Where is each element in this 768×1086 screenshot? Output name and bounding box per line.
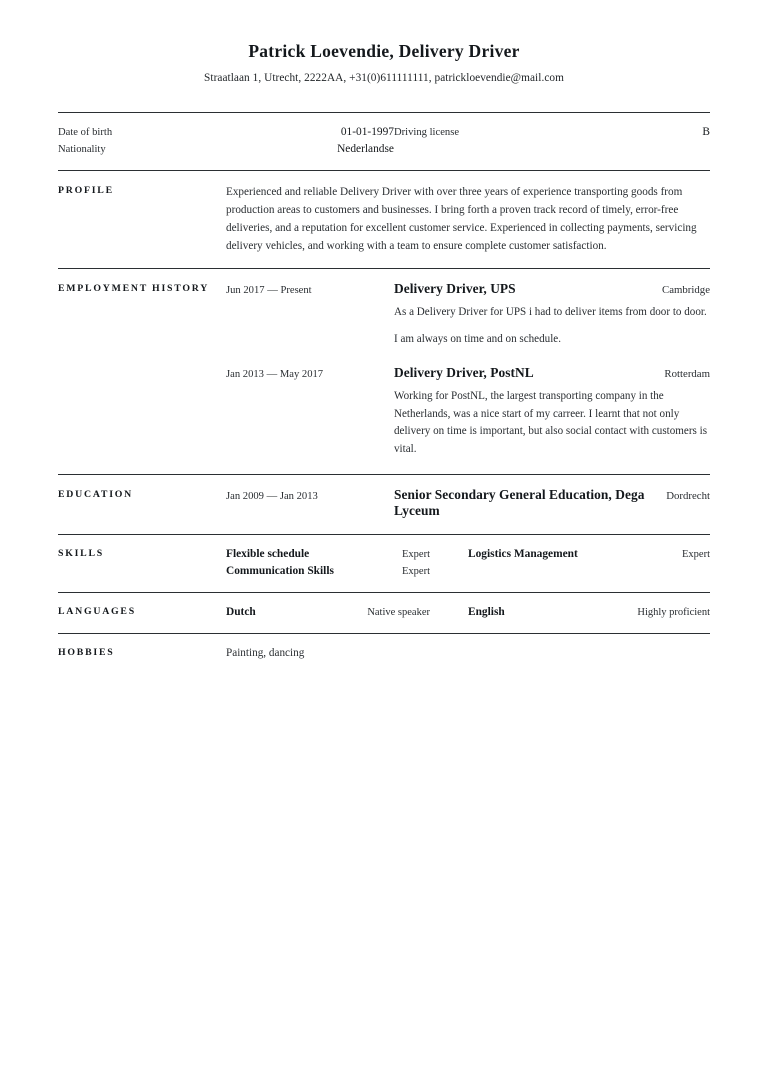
pair-item xyxy=(226,563,468,580)
languages-grid xyxy=(226,604,710,621)
entry-title: Delivery Driver, PostNL xyxy=(394,364,534,380)
profile-section xyxy=(58,171,710,269)
pair-item xyxy=(226,604,468,621)
section-heading-education: EDUCATION xyxy=(58,488,134,500)
education-entries xyxy=(226,487,710,519)
pair-level: Highly proficient xyxy=(637,607,710,619)
detail-label: Driving license xyxy=(394,127,460,139)
pair-name: Dutch xyxy=(226,606,256,619)
entry-head xyxy=(226,365,710,381)
entry-date: Jan 2009 — Jan 2013 xyxy=(226,490,318,502)
detail-row xyxy=(58,124,710,141)
detail-cell-driving-license xyxy=(394,126,710,138)
entry xyxy=(226,487,710,519)
pair-name: Flexible schedule xyxy=(226,548,310,561)
entry-description xyxy=(394,388,710,459)
entry-description xyxy=(394,304,710,349)
detail-value: 01-01-1997 xyxy=(340,126,394,139)
page-title: Patrick Loevendie, Delivery Driver xyxy=(248,41,520,61)
entry-head xyxy=(226,281,710,297)
detail-label: Nationality xyxy=(58,144,106,156)
detail-label: Date of birth xyxy=(58,127,113,139)
detail-value: Nederlandse xyxy=(337,143,394,156)
entry xyxy=(226,365,710,459)
employment-history-section xyxy=(58,269,710,474)
employment-entries xyxy=(226,281,710,459)
detail-row xyxy=(58,141,710,158)
entry-paragraph: I am always on time and on schedule. xyxy=(394,333,561,346)
pair-level: Native speaker xyxy=(367,607,430,619)
pair-name: Logistics Management xyxy=(468,548,578,561)
entry-main xyxy=(394,281,710,297)
entry-location: Rotterdam xyxy=(664,367,710,380)
pair-level: Expert xyxy=(402,566,430,578)
entry-location: Dordrecht xyxy=(666,489,710,502)
languages-section xyxy=(58,593,710,633)
entry-main xyxy=(394,365,710,381)
hobbies-section xyxy=(58,634,710,675)
profile-body xyxy=(226,183,710,256)
section-heading-skills: SKILLS xyxy=(58,547,104,559)
pair-level: Expert xyxy=(682,549,710,561)
pair-item xyxy=(468,546,710,563)
personal-details-section xyxy=(58,113,710,170)
entry-paragraph: Working for PostNL, the largest transporting company in the Netherlands, was a nice start of my carreer. I learnt that not only delivery on time is important, but also social contact with customers is vital. xyxy=(394,389,708,456)
skills-section xyxy=(58,535,710,592)
entry-paragraph: As a Delivery Driver for UPS i had to deliver items from door to door. xyxy=(394,306,707,319)
pair-level: Expert xyxy=(402,549,430,561)
skills-body xyxy=(226,546,710,580)
education-body xyxy=(226,487,710,521)
entry-title: Delivery Driver, UPS xyxy=(394,281,516,297)
hobbies-body xyxy=(226,645,710,663)
resume-header xyxy=(58,0,710,84)
entry-location: Cambridge xyxy=(662,284,710,297)
pair-item xyxy=(226,546,468,563)
detail-cell-date-of-birth xyxy=(58,126,394,138)
pair-name: English xyxy=(468,606,505,619)
education-section xyxy=(58,475,710,534)
pair-item xyxy=(468,604,710,621)
detail-value: B xyxy=(702,126,710,139)
skills-grid xyxy=(226,546,710,580)
section-heading-languages: LANGUAGES xyxy=(58,605,136,617)
section-heading-hobbies: HOBBIES xyxy=(58,646,115,658)
entry-date: Jun 2017 — Present xyxy=(226,285,312,297)
entry-title: Senior Secondary General Education, Dega Lyceum xyxy=(394,486,645,518)
entry-head xyxy=(226,487,710,519)
section-heading-employment-history: EMPLOYMENT HISTORY xyxy=(58,283,210,295)
contact-line: Straatlaan 1, Utrecht, 2222AA, +31(0)611111111, patrickloevendie@mail.com xyxy=(204,71,564,84)
section-heading-profile: PROFILE xyxy=(58,184,114,196)
entry-main xyxy=(394,487,710,519)
employment-body xyxy=(226,281,710,461)
pair-name: Communication Skills xyxy=(226,565,334,578)
profile-text: Experienced and reliable Delivery Driver with over three years of experience transporting goods from production areas to customers and businesses. I bring forth a proven track record of timely, error-free deliveries, and a reputation for excellent customer service. Experienced in collecting payments, servicing delivery vehicles, and working with a team to ensure complete customer satisfaction. xyxy=(226,185,697,253)
entry xyxy=(226,281,710,349)
hobbies-text: Painting, dancing xyxy=(226,646,305,659)
entry-date: Jan 2013 — May 2017 xyxy=(226,368,324,380)
languages-body xyxy=(226,604,710,621)
detail-cell-nationality xyxy=(58,143,394,155)
